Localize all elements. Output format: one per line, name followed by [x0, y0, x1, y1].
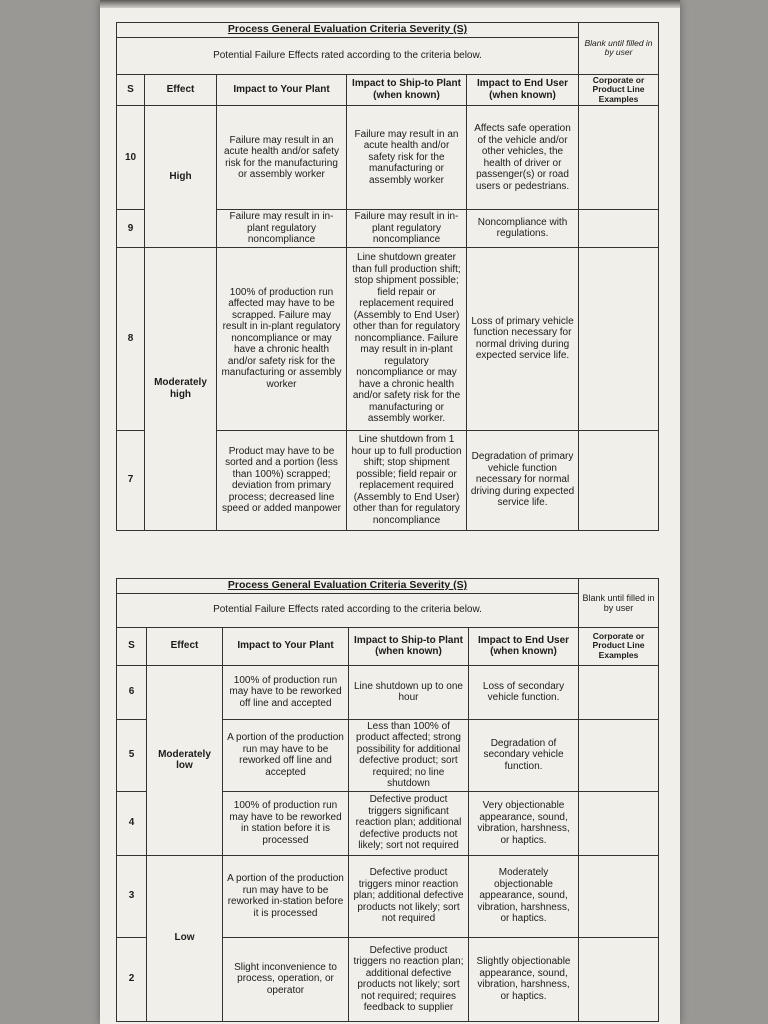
header-your-plant: Impact to Your Plant: [217, 74, 347, 106]
severity-value: 7: [117, 430, 145, 530]
end-user-cell: Loss of secondary vehicle function.: [469, 665, 579, 719]
corporate-examples-cell: [579, 855, 659, 937]
corporate-examples-cell: [579, 791, 659, 855]
ship-to-plant-cell: Line shutdown greater than full production shift; stop shipment possible; field repair or replacement required (Assembly to End User) other than for regulatory noncompliance. Failure may result in in-plant regulatory noncompliance or may have a chronic health and/or safety risk for the manufacturing or assembly worker.: [347, 247, 467, 430]
table-row: [117, 665, 659, 719]
your-plant-cell: Failure may result in in-plant regulatory noncompliance: [217, 210, 347, 248]
severity-table-low: [116, 578, 659, 1022]
corporate-examples-cell: [579, 937, 659, 1021]
table-title: Process General Evaluation Criteria Severity (S): [117, 579, 579, 594]
header-effect: Effect: [145, 74, 217, 106]
corporate-examples-cell: [579, 719, 659, 791]
header-ship-to-plant: Impact to Ship-to Plant (when known): [349, 627, 469, 665]
header-corporate-examples: Corporate or Product Line Examples: [579, 627, 659, 665]
ship-to-plant-cell: Failure may result in an acute health and/or safety risk for the manufacturing or assembly worker: [347, 106, 467, 210]
table-row: [117, 855, 659, 937]
your-plant-cell: Slight inconvenience to process, operation, or operator: [223, 937, 349, 1021]
severity-value: 5: [117, 719, 147, 791]
end-user-cell: Loss of primary vehicle function necessary for normal driving during expected service life.: [467, 247, 579, 430]
your-plant-cell: 100% of production run may have to be reworked in station before it is processed: [223, 791, 349, 855]
header-your-plant: Impact to Your Plant: [223, 627, 349, 665]
ship-to-plant-cell: Line shutdown up to one hour: [349, 665, 469, 719]
header-end-user: Impact to End User (when known): [467, 74, 579, 106]
corporate-examples-cell: [579, 106, 659, 210]
your-plant-cell: 100% of production run may have to be reworked off line and accepted: [223, 665, 349, 719]
header-end-user: Impact to End User (when known): [469, 627, 579, 665]
severity-value: 9: [117, 210, 145, 248]
table-row: [117, 247, 659, 430]
your-plant-cell: Failure may result in an acute health and/or safety risk for the manufacturing or assembly worker: [217, 106, 347, 210]
ship-to-plant-cell: Defective product triggers minor reaction plan; additional defective products not likely; sort not required: [349, 855, 469, 937]
corporate-examples-cell: [579, 247, 659, 430]
severity-value: 3: [117, 855, 147, 937]
end-user-cell: Slightly objectionable appearance, sound, vibration, harshness, or haptics.: [469, 937, 579, 1021]
table-subtitle: Potential Failure Effects rated according to the criteria below.: [117, 593, 579, 627]
table-row: [117, 106, 659, 210]
header-effect: Effect: [147, 627, 223, 665]
ship-to-plant-cell: Failure may result in in-plant regulatory noncompliance: [347, 210, 467, 248]
table-title: Process General Evaluation Criteria Severity (S): [117, 23, 579, 38]
ship-to-plant-cell: Less than 100% of product affected; strong possibility for additional defective product; sort required; no line shutdown: [349, 719, 469, 791]
effect-label: High: [145, 106, 217, 248]
severity-value: 2: [117, 937, 147, 1021]
severity-value: 10: [117, 106, 145, 210]
corporate-examples-cell: [579, 430, 659, 530]
severity-table-high: [116, 22, 659, 531]
table-subtitle: Potential Failure Effects rated according to the criteria below.: [117, 37, 579, 74]
end-user-cell: Affects safe operation of the vehicle and/or other vehicles, the health of driver or passenger(s) or road users or pedestrians.: [467, 106, 579, 210]
blank-note: Blank until filled in by user: [579, 579, 659, 628]
corporate-examples-cell: [579, 210, 659, 248]
effect-label: Low: [147, 855, 223, 1021]
effect-label: Moderately low: [147, 665, 223, 855]
header-severity: S: [117, 627, 147, 665]
header-corporate-examples: Corporate or Product Line Examples: [579, 74, 659, 106]
effect-label: Moderately high: [145, 247, 217, 530]
end-user-cell: Degradation of secondary vehicle function.: [469, 719, 579, 791]
end-user-cell: Noncompliance with regulations.: [467, 210, 579, 248]
ship-to-plant-cell: Defective product triggers no reaction plan; additional defective products not likely; sort not required; requires feedback to supplier: [349, 937, 469, 1021]
your-plant-cell: A portion of the production run may have to be reworked off line and accepted: [223, 719, 349, 791]
page-top-edge: [100, 0, 680, 8]
ship-to-plant-cell: Line shutdown from 1 hour up to full production shift; stop shipment possible; field repair or replacement required (Assembly to End User) other than for regulatory noncompliance: [347, 430, 467, 530]
end-user-cell: Moderately objectionable appearance, sound, vibration, harshness, or haptics.: [469, 855, 579, 937]
header-ship-to-plant: Impact to Ship-to Plant (when known): [347, 74, 467, 106]
end-user-cell: Very objectionable appearance, sound, vibration, harshness, or haptics.: [469, 791, 579, 855]
corporate-examples-cell: [579, 665, 659, 719]
severity-value: 8: [117, 247, 145, 430]
end-user-cell: Degradation of primary vehicle function necessary for normal driving during expected service life.: [467, 430, 579, 530]
your-plant-cell: Product may have to be sorted and a portion (less than 100%) scrapped; deviation from primary process; decreased line speed or added manpower: [217, 430, 347, 530]
header-severity: S: [117, 74, 145, 106]
document-page: [100, 0, 680, 1024]
ship-to-plant-cell: Defective product triggers significant reaction plan; additional defective products not likely; sort not required: [349, 791, 469, 855]
blank-note: Blank until filled in by user: [579, 23, 659, 75]
your-plant-cell: 100% of production run affected may have to be scrapped. Failure may result in in-plant regulatory noncompliance or may have a chronic health and/or safety risk for the manufacturing or assembly worker: [217, 247, 347, 430]
severity-value: 6: [117, 665, 147, 719]
your-plant-cell: A portion of the production run may have to be reworked in-station before it is processed: [223, 855, 349, 937]
severity-value: 4: [117, 791, 147, 855]
